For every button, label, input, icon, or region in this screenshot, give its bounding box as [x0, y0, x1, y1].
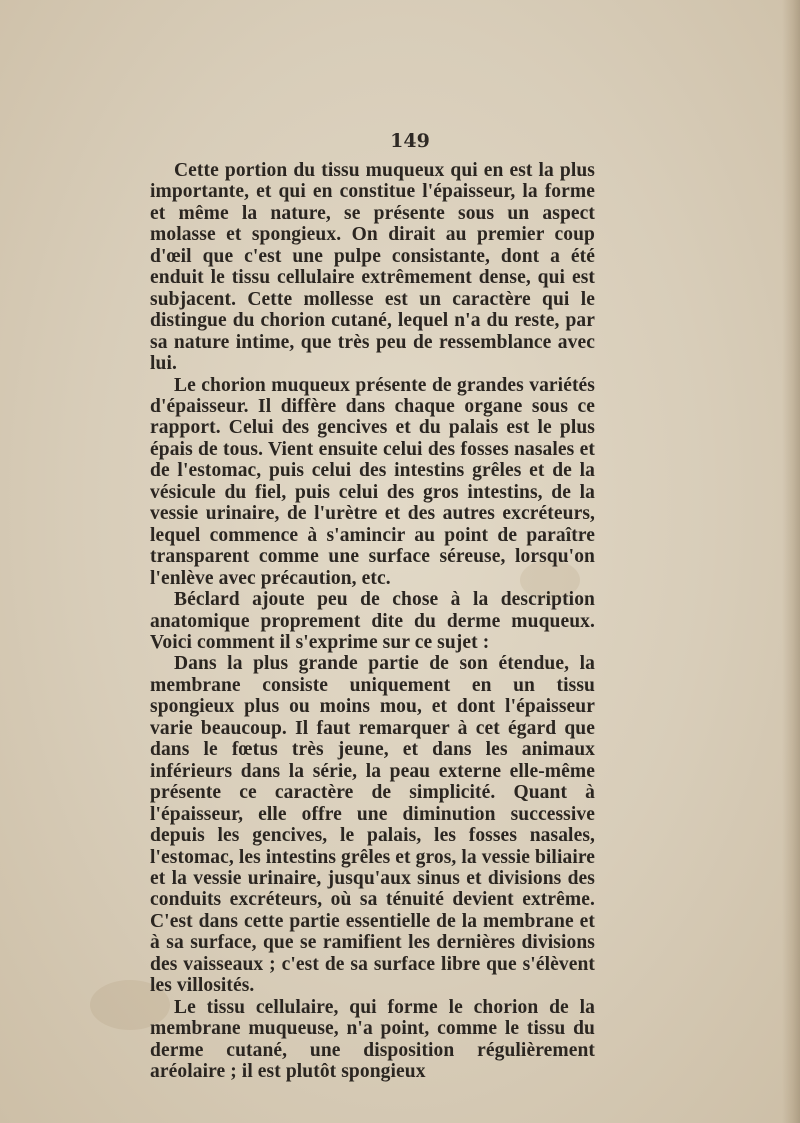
page-number: 149	[390, 130, 430, 152]
paragraph: Dans la plus grande partie de son étendue, la membrane consiste uniquement en un tissu spongieux plus ou moins mou, et dont l'épaisseur varie beaucoup. Il faut remarquer à cet égard que dans le fœtus très jeune, et dans les animaux inférieurs dans la série, la peau externe elle-même présente ce caractère de simplicité. Quant à l'épaisseur, elle offre une diminution successive depuis les gencives, le palais, les fosses nasales, l'estomac, les intestins grêles et gros, la vessie biliaire et la vessie urinaire, jusqu'aux sinus et divisions des conduits excréteurs, où sa ténuité devient extrême. C'est dans cette partie essentielle de la membrane et à sa surface, que se ramifient les dernières divisions des vaisseaux ; c'est de sa surface libre que s'élèvent les villosités.	[150, 653, 595, 997]
page-edge-shadow	[782, 0, 800, 1123]
body-text	[150, 160, 595, 1082]
paragraph: Béclard ajoute peu de chose à la description anatomique proprement dite du derme muqueux. Voici comment il s'exprime sur ce sujet :	[150, 589, 595, 653]
paragraph: Le tissu cellulaire, qui forme le chorion de la membrane muqueuse, n'a point, comme le tissu du derme cutané, une disposition régulièrement aréolaire ; il est plutôt spongieux	[150, 996, 595, 1083]
paragraph: Le chorion muqueux présente de grandes variétés d'épaisseur. Il diffère dans chaque organe sous ce rapport. Celui des gencives et du palais est le plus épais de tous. Vient ensuite celui des fosses nasales et de l'estomac, puis celui des intestins grêles et de la vésicule du fiel, puis celui des gros intestins, de la vessie urinaire, de l'urètre et des autres excréteurs, lequel commence à s'amincir au point de paraître transparent comme une surface séreuse, lorsqu'on l'enlève avec précaution, etc.	[150, 374, 595, 589]
paragraph: Cette portion du tissu muqueux qui en est la plus importante, et qui en constitue l'épaisseur, la forme et même la nature, se présente sous un aspect molasse et spongieux. On dirait au premier coup d'œil que c'est une pulpe consistante, dont a été enduit le tissu cellulaire extrêmement dense, qui est subjacent. Cette mollesse est un caractère qui le distingue du chorion cutané, lequel n'a du reste, par sa nature intime, que très peu de ressemblance avec lui.	[150, 160, 595, 375]
